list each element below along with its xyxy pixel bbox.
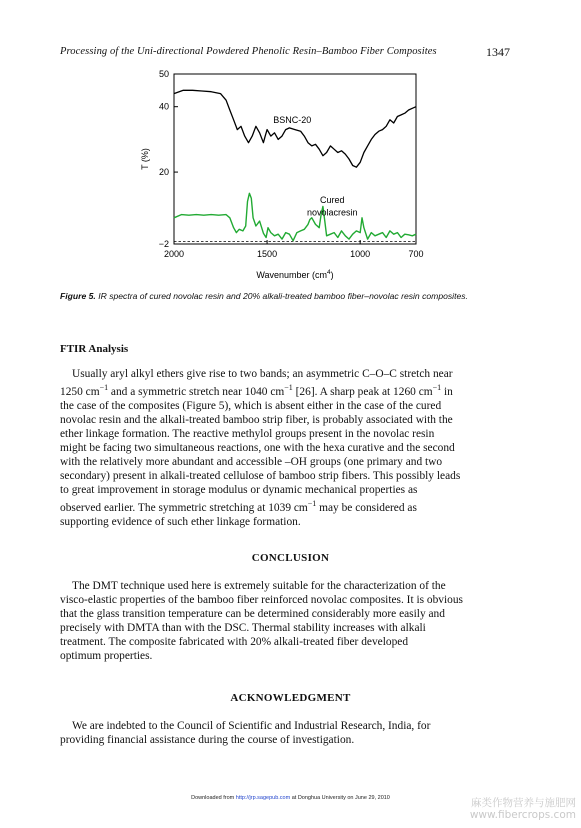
y-tick-label: 20	[158, 167, 169, 178]
x-tick-label: 2000	[163, 249, 185, 259]
ftir-paragraph	[60, 367, 508, 529]
acknowledgment-line: providing financial assistance during the course of investigation.	[60, 734, 355, 746]
acknowledgment-heading: ACKNOWLEDGMENT	[230, 692, 351, 704]
conclusion-heading: CONCLUSION	[251, 552, 330, 564]
y-axis-label: T (%)	[140, 148, 150, 170]
series-annotation: BSNC-20	[273, 115, 312, 126]
ftir-line: the case of the composites (Figure 5), which is absent either in the case of the cured	[60, 399, 442, 412]
y-tick-label: 40	[158, 101, 169, 112]
conclusion-line: precisely with DMTA than with the DSC. Thermal stability increases with alkali	[60, 622, 426, 634]
acknowledgment-line: We are indebted to the Council of Scientific and Industrial Research, India, for	[72, 720, 431, 732]
conclusion-line: The DMT technique used here is extremely suitable for the characterization of the	[72, 580, 446, 592]
conclusion-line: treatment. The composite fabricated with 20% alkali-treated fiber developed	[60, 636, 409, 648]
footer-suffix: at Donghua University on June 29, 2010	[290, 795, 390, 801]
footer-link[interactable]: http://jrp.sagepub.com	[235, 795, 291, 801]
ftir-line: supporting evidence of such ether linkage formation.	[60, 515, 301, 528]
ftir-heading: FTIR Analysis	[60, 343, 129, 355]
y-tick-label: 50	[158, 69, 169, 79]
figure-caption-text: IR spectra of cured novolac resin and 20% alkali-treated bamboo fiber–novolac resin composites.	[95, 291, 468, 301]
conclusion-paragraph	[60, 579, 508, 663]
conclusion-line: that the glass transition temperature can be determined considerably more easily and	[60, 608, 445, 620]
x-tick-label: 700	[408, 249, 424, 259]
x-tick-label: 1500	[257, 249, 278, 259]
ftir-line: secondary) present in alkali-treated cellulose of bamboo strip fibers. This possibly leads	[60, 469, 461, 482]
plot-frame	[174, 74, 416, 244]
watermark-line-1: 麻类作物营养与施肥网	[471, 797, 576, 809]
ftir-line: might be facing two simultaneous reactions, one with the hexa curative and the second	[60, 441, 455, 454]
watermark-line-2: www.fibercrops.com	[469, 809, 576, 821]
ftir-line: Usually aryl alkyl ethers give rise to two bands; an asymmetric C–O–C stretch near	[72, 368, 453, 380]
ir-spectrum-chart	[130, 66, 450, 288]
y-tick-label: −2	[158, 239, 169, 249]
page-number: 1347	[486, 45, 510, 59]
figure-caption	[60, 291, 468, 301]
ftir-line: novolac resin and the alkali-treated bamboo strip fiber, is probably associated with the	[60, 413, 453, 426]
ftir-line: observed earlier. The symmetric stretching at 1039 $cm^{-1}$ may be considered as	[60, 498, 417, 514]
ftir-line: 1250 $cm^{-1}$ and a symmetric stretch near 1040 $cm^{-1}$ [26]. A sharp peak at 1260 $cm^{-1}$ in	[60, 383, 453, 398]
ftir-line: with the relatively more abundant and accessible –OH groups (one primary and two	[60, 455, 443, 468]
running-title: Processing of the Uni-directional Powdered Phenolic Resin–Bamboo Fiber Composites	[60, 46, 437, 57]
watermark	[452, 797, 576, 821]
x-tick-label: 1000	[350, 249, 371, 259]
series-annotation: Cured	[319, 195, 345, 206]
figure-caption-label: Figure 5.	[60, 291, 96, 301]
series-novolac-line	[174, 193, 416, 240]
ftir-line: ether linkage formation. The reactive methylol groups present in the novolac resin	[60, 427, 435, 440]
conclusion-line: visco-elastic properties of the bamboo fiber reinforced novolac composites. It is obvious	[60, 594, 463, 606]
series-annotation: novolacresin	[306, 207, 358, 218]
x-axis-label: Wavenumber $(cm^4)$	[256, 269, 334, 280]
chart-plot	[140, 69, 424, 280]
footer-prefix: Downloaded from	[191, 795, 236, 801]
ftir-line: to great improvement in storage modulus or dynamic mechanical properties as	[60, 483, 418, 496]
series-bsnc-20-line	[174, 90, 416, 167]
acknowledgment-paragraph	[60, 719, 508, 747]
conclusion-line: optimum properties.	[60, 650, 153, 662]
